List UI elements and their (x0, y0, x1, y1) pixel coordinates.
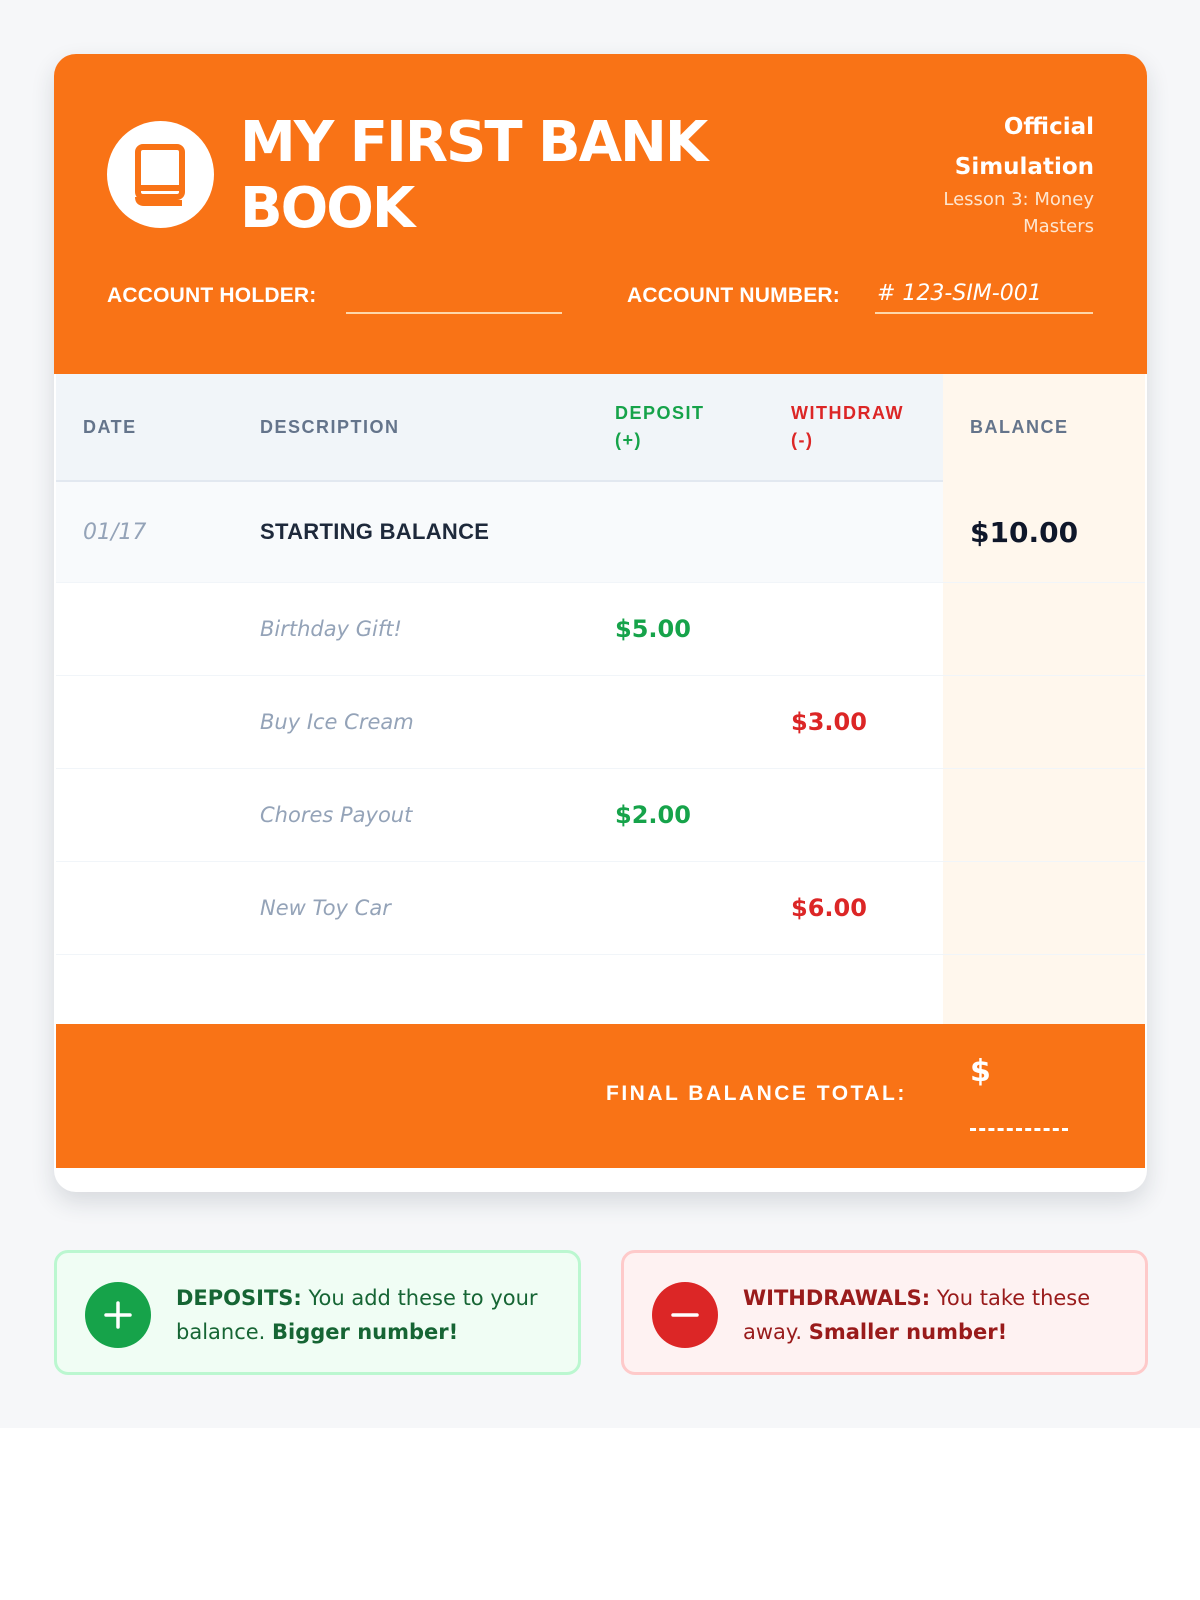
balance-cell[interactable] (943, 862, 1145, 954)
balance-cell[interactable] (943, 583, 1145, 675)
column-balance: BALANCE (970, 417, 1069, 437)
official-line-2: Simulation (954, 154, 1094, 180)
table-row (56, 583, 1145, 676)
book-icon-badge (107, 121, 214, 228)
row-withdraw: $3.00 (791, 708, 867, 736)
final-balance-label: FINAL BALANCE TOTAL: (606, 1082, 907, 1105)
table-row (56, 482, 1145, 583)
column-deposit-sign: (+) (615, 430, 642, 450)
table-row (56, 769, 1145, 862)
plus-icon (85, 1282, 151, 1348)
withdrawals-legend-text (743, 1281, 1123, 1349)
official-badge (874, 107, 1094, 187)
book-icon (133, 144, 189, 206)
lesson-line-1: Lesson 3: Money (943, 189, 1094, 210)
title-line-1: MY FIRST BANK (240, 110, 707, 175)
deposits-legend (54, 1250, 581, 1375)
deposits-legend-text (176, 1281, 556, 1349)
withdrawals-legend-body: You take these away. (743, 1286, 1091, 1344)
column-description: DESCRIPTION (260, 417, 400, 437)
ledger-table (56, 374, 1145, 1034)
final-balance-footer (56, 1024, 1145, 1168)
balance-cell (943, 955, 1145, 1034)
account-holder-label: ACCOUNT HOLDER: (107, 284, 317, 307)
row-description: STARTING BALANCE (260, 519, 490, 544)
account-holder-field[interactable] (346, 312, 562, 314)
balance-cell[interactable] (943, 769, 1145, 861)
account-number-field[interactable] (875, 312, 1093, 314)
row-balance: $10.00 (970, 515, 1079, 549)
column-deposit-label: DEPOSIT (615, 403, 705, 423)
table-row (56, 862, 1145, 955)
column-withdraw (791, 400, 904, 454)
deposits-legend-body: You add these to your balance. (176, 1286, 538, 1344)
row-withdraw: $6.00 (791, 894, 867, 922)
row-description: Buy Ice Cream (260, 710, 414, 734)
bank-book-header (54, 54, 1147, 374)
lesson-label (894, 186, 1094, 240)
balance-cell[interactable] (943, 676, 1145, 768)
withdrawals-legend-title: WITHDRAWALS: (743, 1286, 931, 1310)
column-date: DATE (83, 417, 137, 437)
lesson-line-2: Masters (1023, 216, 1094, 237)
table-row (56, 676, 1145, 769)
column-deposit (615, 400, 705, 454)
deposits-legend-emphasis: Bigger number! (272, 1320, 459, 1344)
account-number-value: # 123-SIM-001 (877, 281, 1042, 306)
final-balance-currency: $ (970, 1054, 991, 1089)
ledger-header-row (56, 374, 1145, 482)
withdrawals-legend-emphasis: Smaller number! (808, 1320, 1008, 1344)
account-number-label: ACCOUNT NUMBER: (627, 284, 840, 307)
empty-row (56, 955, 1145, 1034)
row-deposit: $5.00 (615, 615, 691, 643)
bank-book-card (54, 54, 1147, 1192)
column-withdraw-sign: (-) (791, 430, 814, 450)
title-line-2: BOOK (240, 176, 414, 241)
deposits-legend-title: DEPOSITS: (176, 1286, 302, 1310)
row-description: Birthday Gift! (260, 617, 402, 641)
final-balance-blank[interactable] (970, 1128, 1068, 1131)
column-withdraw-label: WITHDRAW (791, 403, 904, 423)
row-description: Chores Payout (260, 803, 413, 827)
minus-icon (652, 1282, 718, 1348)
official-line-1: Official (1003, 114, 1094, 140)
row-description: New Toy Car (260, 896, 391, 920)
page-title (240, 110, 800, 242)
row-deposit: $2.00 (615, 801, 691, 829)
row-date: 01/17 (83, 519, 147, 545)
withdrawals-legend (621, 1250, 1148, 1375)
